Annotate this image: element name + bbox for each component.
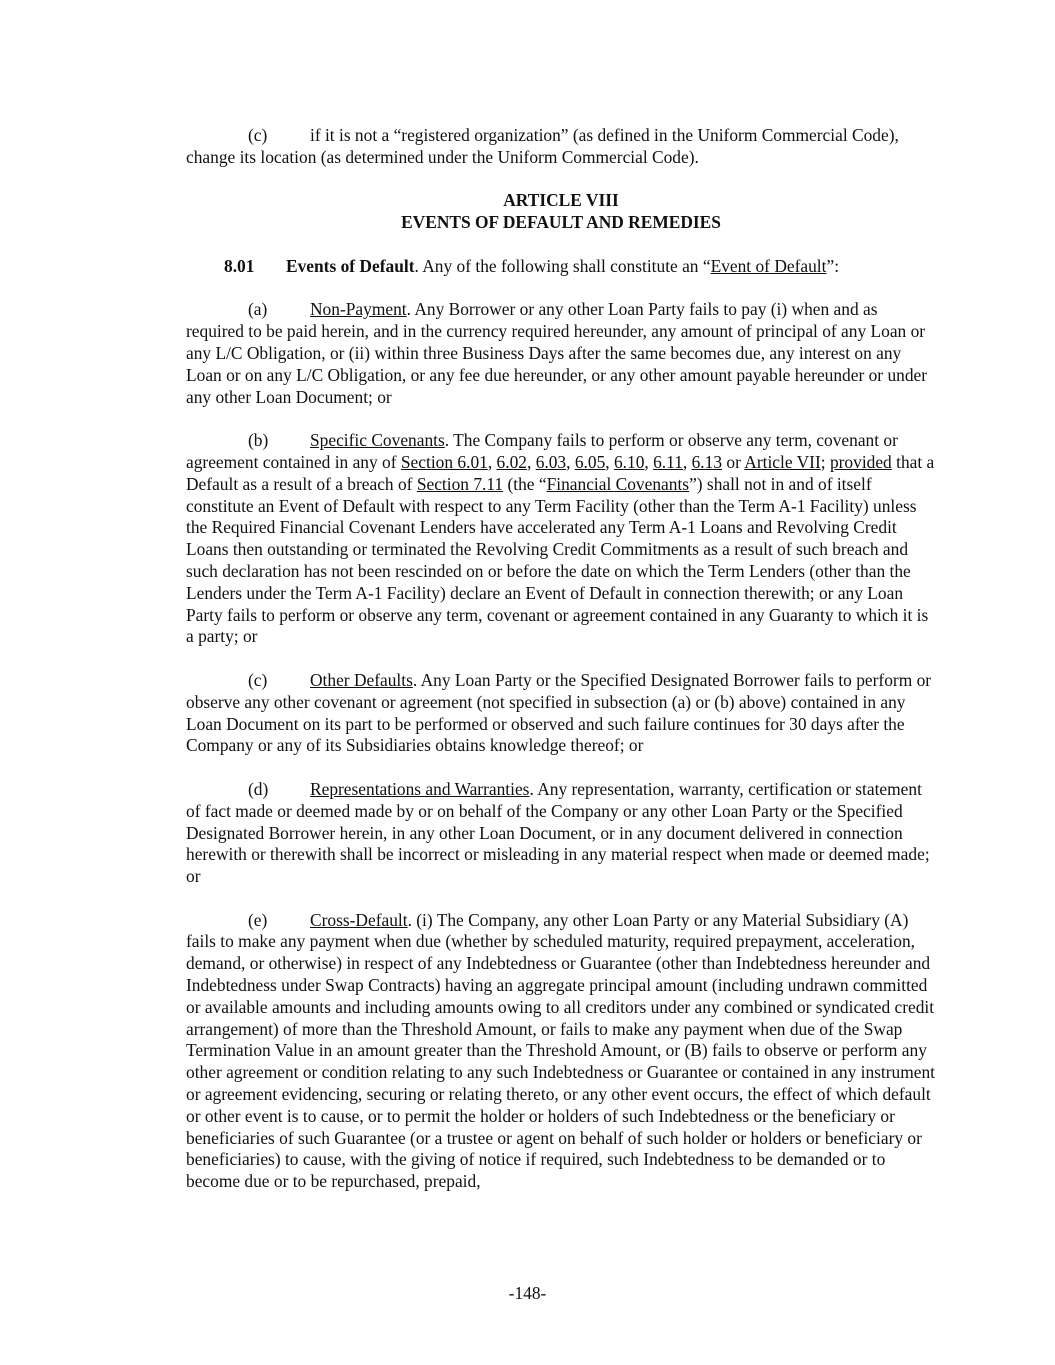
paragraph-heading: Non-Payment — [310, 299, 407, 320]
section-number: 8.01 — [224, 255, 255, 276]
paragraph-text: . (i) The Company, any other Loan Party or any Material Subsidiary (A) fails to make any payment when due (whether by scheduled maturity, required prepayment, acceleration, demand, or otherwise) in respect of any Indebtedness or Guarantee (other than Indebtedness hereunder and Indebtedness under Swap Contracts) having an aggregate principal amount (including undrawn committed or available amounts and including amounts owing to all creditors under any combined or syndicated credit arrangement) of more than the Threshold Amount, or fails to make any payment when due of the Swap Termination Value in an amount greater than the Threshold Amount, or (B) fails to observe or perform any other agreement or condition relating to any such Indebtedness or Guarantee or contained in any instrument or agreement evidencing, securing or relating thereto, or any other event occurs, the effect of which default or other event is to cause, or to permit the holder or holders of such Indebtedness or the beneficiary or beneficiaries of such Guarantee (or a trustee or agent on behalf of such holder or holders or beneficiary or beneficiaries) to cause, with the giving of notice if required, such Indebtedness to be demanded or to become due or to be repurchased, prepaid, — [186, 909, 936, 1192]
section-title: Events of Default — [286, 255, 415, 276]
paragraph-label: (c) — [248, 669, 268, 690]
paragraph-text: . The Company fails to perform or observe any term, covenant or agreement contained in any of — [186, 430, 898, 472]
paragraph-label: (b) — [248, 430, 269, 451]
section-reference: 6.11 — [653, 451, 683, 472]
defined-term: Event of Default — [710, 255, 827, 276]
paragraph-text: . Any Borrower or any other Loan Party fails to pay (i) when and as required to be paid herein, and in the currency required hereunder, any amount of principal of any Loan or any L/C Obligation, or (ii) within three Business Days after the same becomes due, any interest on any Loan or on any L/C Obligation, or any fee due hereunder, or any other amount payable hereunder or under any other Loan Document; or — [186, 299, 928, 407]
separator: , — [526, 451, 536, 472]
separator: , — [682, 451, 692, 472]
paragraph-heading: Cross-Default — [310, 909, 408, 930]
section-reference: 6.05 — [574, 451, 606, 472]
paragraph-heading: Other Defaults — [310, 669, 413, 690]
paragraph-e-cross-default — [186, 910, 936, 1193]
paragraph-text: if it is not a “registered organization” (as defined in the Uniform Commercial Code), change its location (as determined under the Uniform Commercial Code). — [186, 125, 899, 167]
article-heading — [186, 190, 936, 234]
section-reference: Section 7.11 — [416, 473, 504, 494]
section-reference: Section 6.01 — [400, 451, 488, 472]
section-reference: 6.02 — [496, 451, 527, 472]
defined-term: Financial Covenants — [546, 473, 690, 494]
paragraph-text: ; — [820, 451, 830, 472]
paragraph-label: (a) — [248, 299, 268, 320]
paragraph-text: . Any representation, warranty, certification or statement of fact made or deemed made by or on behalf of the Company or any other Loan Party or the Specified Designated Borrower herein, in any other Loan Document, or in any document delivered in connection herewith or therewith shall be incorrect or misleading in any material respect when made or deemed made; or — [186, 778, 930, 887]
section-reference: 6.13 — [691, 451, 723, 472]
section-intro: . Any of the following shall constitute an “ — [414, 255, 711, 276]
section-reference: 6.03 — [535, 451, 567, 472]
paragraph-a-non-payment — [186, 299, 936, 408]
paragraph-b-specific-covenants — [186, 430, 936, 648]
section-8-01 — [186, 256, 936, 278]
separator: , — [605, 451, 614, 472]
section-outro: ”: — [826, 255, 840, 276]
paragraph-label: (d) — [248, 778, 269, 799]
article-subtitle: EVENTS OF DEFAULT AND REMEDIES — [401, 212, 721, 233]
paragraph-text: or — [722, 451, 745, 472]
paragraph-c-other-defaults — [186, 670, 936, 757]
article-reference: Article VII — [744, 451, 821, 472]
section-reference: 6.10 — [613, 451, 645, 472]
paragraph-text: ”) shall not in and of itself constitute an Event of Default with respect to any Term Facility (other than the Term A-1 Facility) unless the Required Financial Covenant Lenders have accelerated any Term A-1 Loans and Revolving Credit Loans then outstanding or terminated the Revolving Credit Commitments as a result of such breach and such declaration has not been rescinded on or before the date on which the Term Lenders (other than the Lenders under the Term A-1 Facility) declare an Event of Default in connection therewith; or any Loan Party fails to perform or observe any term, covenant or agreement contained in any Guaranty to which it is a party; or — [186, 473, 929, 647]
paragraph-d-representations — [186, 779, 936, 888]
separator: , — [566, 451, 575, 472]
paragraph-label: (c) — [248, 125, 268, 145]
paragraph-label: (e) — [248, 909, 268, 930]
paragraph-text: that a Default as a result of a breach of — [186, 451, 935, 494]
paragraph-c-location — [186, 125, 936, 169]
separator: , — [487, 451, 497, 472]
paragraph-heading: Specific Covenants — [310, 430, 445, 451]
document-page — [186, 125, 936, 1215]
paragraph-text: . Any Loan Party or the Specified Designated Borrower fails to perform or observe any other covenant or agreement (not specified in subsection (a) or (b) above) contained in any Loan Document on its part to be performed or observed and such failure continues for 30 days after the Company or any of its Subsidiaries obtains knowledge thereof; or — [186, 669, 932, 756]
provided-term: provided — [829, 451, 892, 472]
article-title: ARTICLE VIII — [503, 190, 619, 211]
separator: , — [644, 451, 654, 472]
paragraph-text: (the “ — [503, 473, 547, 494]
page-number: -148- — [508, 1283, 547, 1303]
paragraph-heading: Representations and Warranties — [310, 778, 530, 799]
